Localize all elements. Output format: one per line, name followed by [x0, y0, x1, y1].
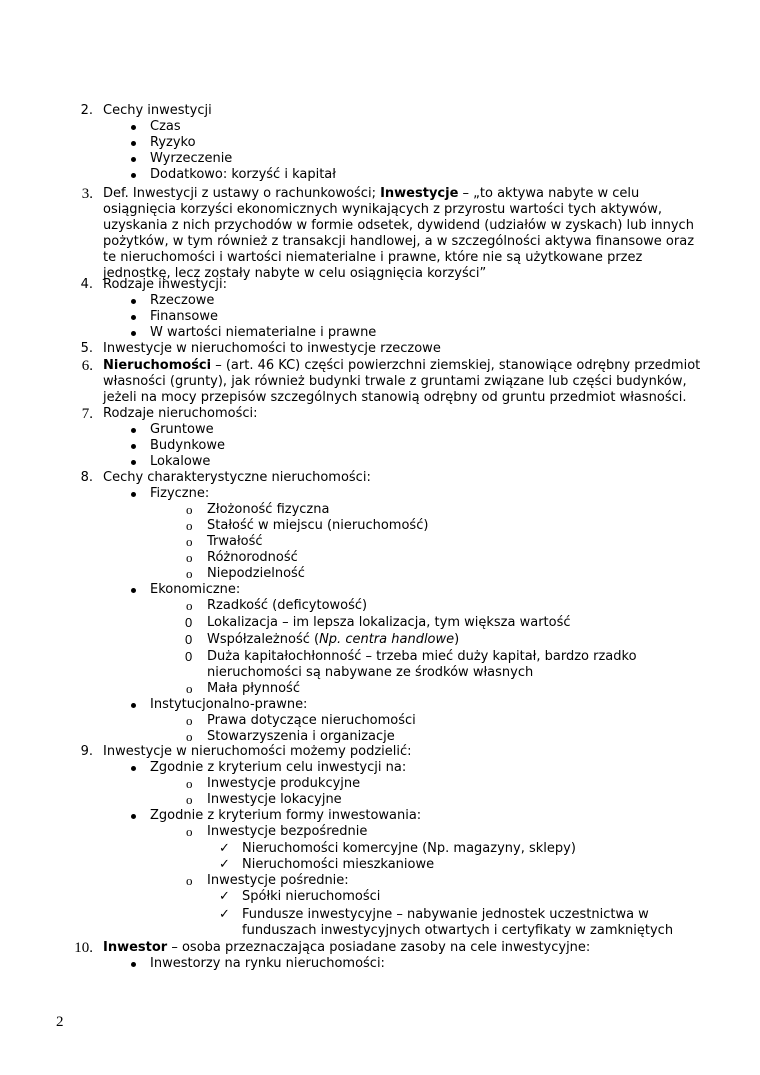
item-number: 2. — [80, 103, 93, 118]
list-item: W wartości niematerialne i prawne — [150, 325, 377, 340]
list-item: Ekonomiczne: — [150, 582, 241, 597]
sub-list-item-continued: nieruchomości są nabywane ze środków własnych — [207, 665, 534, 680]
sub-list-text: Współzależność ( — [207, 632, 320, 647]
circle-bullet-icon: o — [186, 681, 193, 696]
bullet-icon — [130, 760, 138, 776]
bullet-icon — [130, 422, 138, 438]
bullet-icon — [130, 135, 138, 151]
sub-list-item: Mała płynność — [207, 681, 300, 696]
circle-bullet-icon: o — [186, 713, 193, 728]
check-list-item: Fundusze inwestycyjne – nabywanie jednostek uczestnictwa w — [242, 907, 649, 922]
definition-first-line — [103, 186, 639, 202]
zero-bullet-icon: 0 — [185, 615, 193, 630]
item-text: Rodzaje nieruchomości: — [103, 406, 258, 421]
circle-bullet-icon: o — [186, 824, 193, 839]
item-number: 10. — [74, 940, 93, 956]
item-number: 7. — [81, 406, 93, 422]
definition-line: jednostkę, lecz zostały nabyte w celu osiągnięcia korzyści” — [103, 266, 487, 281]
sub-list-italic: Np. centra handlowe — [319, 632, 455, 647]
check-list-item: Nieruchomości mieszkaniowe — [242, 857, 435, 872]
definition-first-line — [103, 940, 590, 956]
bullet-icon — [130, 293, 138, 309]
item-number: 4. — [80, 277, 93, 292]
item-text: Cechy charakterystyczne nieruchomości: — [103, 470, 371, 485]
list-item: Finansowe — [150, 309, 218, 324]
item-number: 6. — [81, 358, 93, 374]
bullet-icon — [130, 808, 138, 824]
list-item: Instytucjonalno-prawne: — [150, 697, 308, 712]
sub-list-item: Inwestycje pośrednie: — [207, 873, 349, 888]
circle-bullet-icon: o — [186, 502, 193, 517]
sub-list-item — [207, 632, 459, 648]
definition-term: Nieruchomości — [103, 358, 212, 373]
sub-list-item: Niepodzielność — [207, 566, 305, 581]
item-number: 5. — [80, 341, 93, 356]
bullet-icon — [130, 956, 138, 972]
definition-text: – osoba przeznaczająca posiadane zasoby na cele inwestycyjne: — [167, 940, 591, 955]
list-item: Dodatkowo: korzyść i kapitał — [150, 167, 336, 182]
definition-line: własności (grunty), jak również budynki trwale z gruntami związane lub części budynków, — [103, 374, 687, 389]
sub-list-item: Inwestycje produkcyjne — [207, 776, 361, 791]
definition-text: – „to aktywa nabyte w celu — [458, 186, 640, 201]
check-list-item: Spółki nieruchomości — [242, 889, 381, 904]
bullet-icon — [130, 151, 138, 167]
check-list-item: Nieruchomości komercyjne (Np. magazyny, sklepy) — [242, 841, 576, 856]
definition-line: jeżeli na mocy przepisów szczególnych stanowią odrębny od gruntu przedmiot własności. — [103, 390, 687, 405]
sub-list-item: Złożoność fizyczna — [207, 502, 330, 517]
item-text: Inwestycje w nieruchomości możemy podzielić: — [103, 744, 412, 759]
sub-list-item: Rzadkość (deficytowość) — [207, 598, 368, 613]
checkmark-icon: ✓ — [219, 841, 230, 856]
sub-list-item: Duża kapitałochłonność – trzeba mieć duży kapitał, bardzo rzadko — [207, 649, 637, 664]
bullet-icon — [130, 119, 138, 135]
definition-text: – (art. 46 KC) części powierzchni ziemskiej, stanowiące odrębny przedmiot — [211, 358, 701, 373]
circle-bullet-icon: o — [186, 550, 193, 565]
bullet-icon — [130, 325, 138, 341]
definition-line: uzyskania z nich przychodów w formie odsetek, dywidend (udziałów w zyskach) lub innych — [103, 218, 694, 233]
sub-list-item: Trwałość — [207, 534, 263, 549]
item-number: 3. — [81, 186, 93, 202]
item-text: Inwestycje w nieruchomości to inwestycje rzeczowe — [103, 341, 441, 356]
list-item: Inwestorzy na rynku nieruchomości: — [150, 956, 385, 971]
list-item: Wyrzeczenie — [150, 151, 233, 166]
definition-first-line — [103, 358, 700, 374]
circle-bullet-icon: o — [186, 566, 193, 581]
definition-term: Inwestor — [103, 940, 168, 955]
sub-list-item: Stałość w miejscu (nieruchomość) — [207, 518, 429, 533]
list-item: Gruntowe — [150, 422, 214, 437]
item-text: Rodzaje inwestycji: — [103, 277, 227, 292]
list-item: Budynkowe — [150, 438, 225, 453]
list-item: Lokalowe — [150, 454, 211, 469]
bullet-icon — [130, 454, 138, 470]
circle-bullet-icon: o — [186, 598, 193, 613]
list-item: Fizyczne: — [150, 486, 210, 501]
zero-bullet-icon: 0 — [185, 649, 193, 664]
circle-bullet-icon: o — [186, 729, 193, 744]
item-number: 9. — [80, 744, 93, 759]
definition-line: pożytków, w tym również z transakcji handlowej, a w szczególności aktywa finansowe oraz — [103, 234, 695, 249]
sub-list-item: Stowarzyszenia i organizacje — [207, 729, 395, 744]
bullet-icon — [130, 697, 138, 713]
sub-list-item: Lokalizacja – im lepsza lokalizacja, tym większa wartość — [207, 615, 571, 630]
sub-list-item: Inwestycje bezpośrednie — [207, 824, 368, 839]
bullet-icon — [130, 309, 138, 325]
list-item: Zgodnie z kryterium celu inwestycji na: — [150, 760, 407, 775]
list-item: Czas — [150, 119, 181, 134]
item-number: 8. — [80, 470, 93, 485]
sub-list-item: Inwestycje lokacyjne — [207, 792, 342, 807]
definition-line: osiągnięcia korzyści ekonomicznych wynikających z przyrostu wartości tych aktywów, — [103, 202, 663, 217]
circle-bullet-icon: o — [186, 792, 193, 807]
list-item: Rzeczowe — [150, 293, 215, 308]
circle-bullet-icon: o — [186, 518, 193, 533]
checkmark-icon: ✓ — [219, 857, 230, 872]
definition-line: te nieruchomości i wartości niematerialne i prawne, które nie są użytkowane przez — [103, 250, 643, 265]
checkmark-icon: ✓ — [219, 907, 230, 922]
circle-bullet-icon: o — [186, 776, 193, 791]
page-number: 2 — [56, 1014, 64, 1030]
sub-list-item: Prawa dotyczące nieruchomości — [207, 713, 416, 728]
list-item: Ryzyko — [150, 135, 196, 150]
sub-list-text: ) — [454, 632, 460, 647]
definition-prefix: Def. Inwestycji z ustawy o rachunkowości; — [103, 186, 381, 201]
list-item: Zgodnie z kryterium formy inwestowania: — [150, 808, 422, 823]
definition-term: Inwestycje — [380, 186, 459, 201]
check-list-item-continued: funduszach inwestycyjnych otwartych i certyfikaty w zamkniętych — [242, 923, 674, 938]
bullet-icon — [130, 438, 138, 454]
bullet-icon — [130, 486, 138, 502]
checkmark-icon: ✓ — [219, 889, 230, 904]
circle-bullet-icon: o — [186, 873, 193, 888]
zero-bullet-icon: 0 — [185, 632, 193, 647]
circle-bullet-icon: o — [186, 534, 193, 549]
bullet-icon — [130, 167, 138, 183]
bullet-icon — [130, 582, 138, 598]
item-text: Cechy inwestycji — [103, 103, 212, 118]
sub-list-item: Różnorodność — [207, 550, 298, 565]
